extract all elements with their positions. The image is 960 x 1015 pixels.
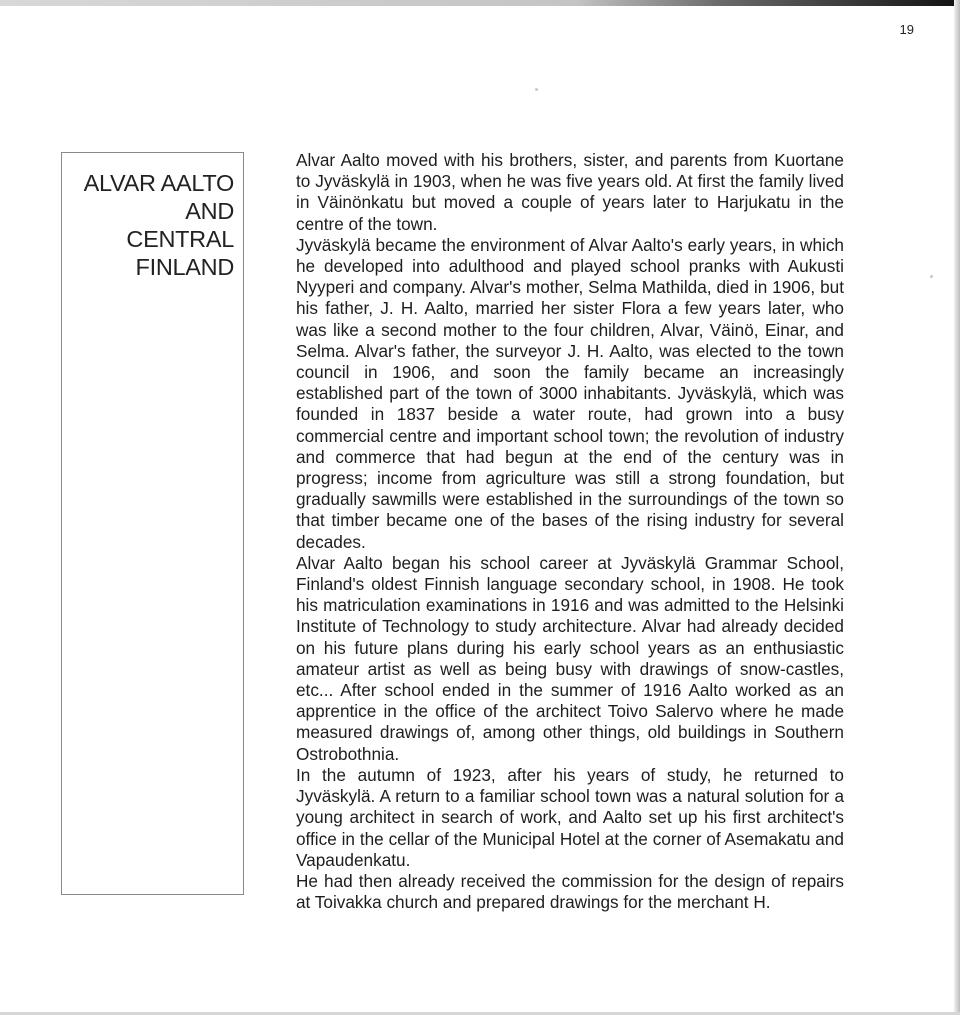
- paper-speck: [930, 275, 933, 278]
- page-right-edge: [954, 0, 960, 1015]
- chapter-title-line: ALVAR AALTO: [83, 170, 234, 196]
- paper-speck: [535, 88, 538, 91]
- chapter-title-box: [61, 152, 244, 895]
- chapter-title-line: CENTRAL: [126, 226, 234, 252]
- chapter-title-line: AND: [185, 198, 234, 224]
- page-number: 19: [899, 22, 914, 37]
- paragraph: Jyväskylä became the environment of Alvar Aalto's early years, in which he developed into adulthood and played school pranks with Aukusti Nyyperi and company. Alvar's mother, Selma Mathilda, died in 1906, but his father, J. H. Aalto, married her sister Flora a few years later, who was like a second mother to the four children, Alvar, Väinö, Einar, and Selma. Alvar's father, the surveyor J. H. Aalto, was elected to the town council in 1906, and soon the family became an increasingly established part of the town of 3000 inhabitants. Jyväskylä, which was founded in 1837 beside a water route, had grown into a busy commercial centre and important school town; the revolution of industry and commerce that had begun at the end of the century was in progress; income from agriculture was still a strong foundation, but gradually sawmills were established in the surroundings of the town so that timber became one of the bases of the rising industry for several decades.: [296, 234, 844, 552]
- paragraph: Alvar Aalto began his school career at Jyväskylä Grammar School, Finland's oldest Finnish language secondary school, in 1908. He took his matriculation examinations in 1916 and was admitted to the Helsinki Institute of Technology to study architecture. Alvar had already decided on his future plans during his early school years as an enthusiastic amateur artist as well as being busy with drawings of snow-castles, etc... After school ended in the summer of 1916 Aalto worked as an apprentice in the office of the architect Toivo Salervo where he made measured drawings of, among other things, old buildings in Southern Ostrobothnia.: [296, 552, 844, 764]
- chapter-title: [62, 169, 234, 281]
- chapter-title-line: FINLAND: [135, 254, 234, 280]
- paragraph: In the autumn of 1923, after his years of study, he returned to Jyväskylä. A return to a familiar school town was a natural solution for a young architect in search of work, and Aalto set up his first architect's office in the cellar of the Municipal Hotel at the corner of Asemakatu and Vapaudenkatu.: [296, 764, 844, 870]
- page-top-edge: [0, 0, 960, 6]
- paragraph: Alvar Aalto moved with his brothers, sister, and parents from Kuortane to Jyväskylä in 1903, when he was five years old. At first the family lived in Väinönkatu but moved a couple of years later to Harjukatu in the centre of the town.: [296, 150, 844, 234]
- body-text: [296, 150, 844, 913]
- paragraph: He had then already received the commission for the design of repairs at Toivakka church and prepared drawings for the merchant H.: [296, 870, 844, 913]
